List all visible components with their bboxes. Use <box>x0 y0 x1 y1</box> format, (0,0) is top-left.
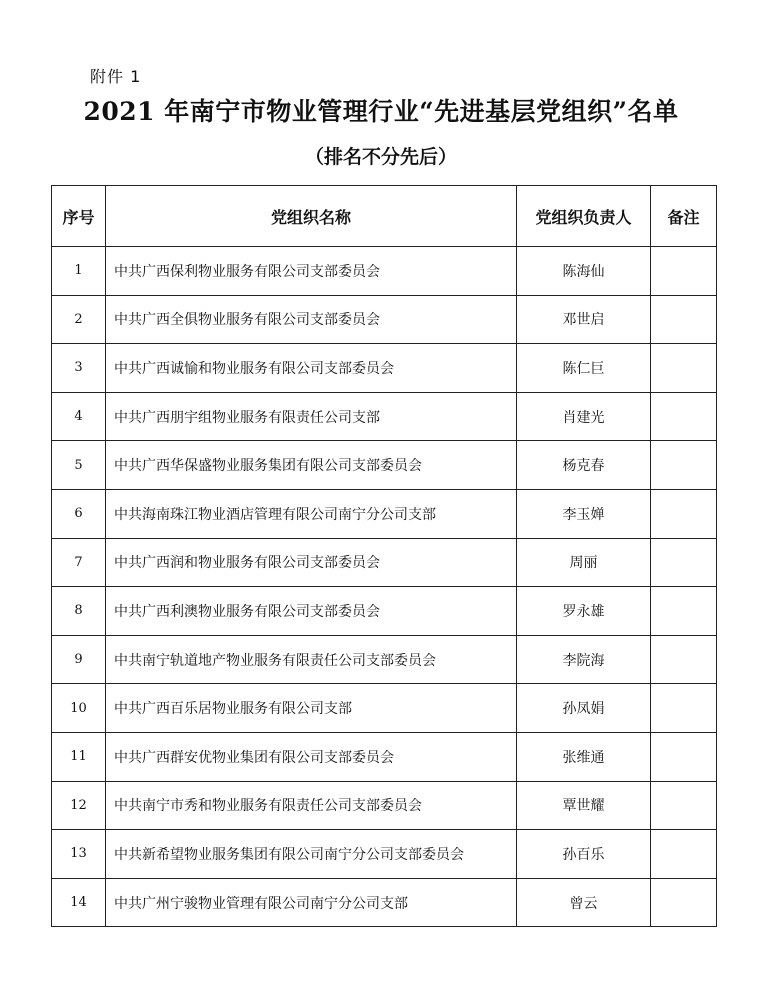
row-leader-cell: 邓世启 <box>517 295 651 344</box>
table-body <box>52 247 717 927</box>
row-seq-cell: 1 <box>52 247 106 296</box>
row-leader-cell: 张维通 <box>517 732 651 781</box>
row-note-cell <box>651 441 717 490</box>
table-row <box>52 392 717 441</box>
table-row <box>52 781 717 830</box>
table-row <box>52 635 717 684</box>
table-row <box>52 538 717 587</box>
header-note: 备注 <box>651 186 717 247</box>
row-note-cell <box>651 344 717 393</box>
row-leader-cell: 孙凤娟 <box>517 684 651 733</box>
page-subtitle: （排名不分先后） <box>304 146 457 168</box>
row-seq-cell: 5 <box>52 441 106 490</box>
row-seq-cell: 6 <box>52 489 106 538</box>
table-row <box>52 732 717 781</box>
table-row <box>52 684 717 733</box>
row-org-name-cell: 中共广西百乐居物业服务有限公司支部 <box>106 684 517 733</box>
table-row <box>52 587 717 636</box>
page-title: 2021 年南宁市物业管理行业“先进基层党组织”名单 <box>83 97 679 126</box>
row-leader-cell: 杨克春 <box>517 441 651 490</box>
row-seq-cell: 10 <box>52 684 106 733</box>
table-row <box>52 344 717 393</box>
table-row <box>52 878 717 927</box>
table-row <box>52 441 717 490</box>
table-row <box>52 247 717 296</box>
row-org-name-cell: 中共广西利澳物业服务有限公司支部委员会 <box>106 587 517 636</box>
row-org-name-cell: 中共广西润和物业服务有限公司支部委员会 <box>106 538 517 587</box>
row-org-name-cell: 中共广西华保盛物业服务集团有限公司支部委员会 <box>106 441 517 490</box>
table-row <box>52 489 717 538</box>
row-seq-cell: 7 <box>52 538 106 587</box>
table-row <box>52 830 717 879</box>
row-note-cell <box>651 732 717 781</box>
honor-roll-table <box>51 185 717 927</box>
row-leader-cell: 覃世耀 <box>517 781 651 830</box>
row-org-name-cell: 中共南宁轨道地产物业服务有限责任公司支部委员会 <box>106 635 517 684</box>
row-seq-cell: 4 <box>52 392 106 441</box>
row-seq-cell: 14 <box>52 878 106 927</box>
row-org-name-cell: 中共南宁市秀和物业服务有限责任公司支部委员会 <box>106 781 517 830</box>
row-seq-cell: 8 <box>52 587 106 636</box>
row-note-cell <box>651 878 717 927</box>
row-seq-cell: 11 <box>52 732 106 781</box>
header-org-name: 党组织名称 <box>106 186 517 247</box>
row-note-cell <box>651 247 717 296</box>
row-leader-cell: 孙百乐 <box>517 830 651 879</box>
row-org-name-cell: 中共新希望物业服务集团有限公司南宁分公司支部委员会 <box>106 830 517 879</box>
table-row <box>52 295 717 344</box>
row-note-cell <box>651 635 717 684</box>
row-seq-cell: 2 <box>52 295 106 344</box>
attachment-label: 附件 1 <box>90 67 142 86</box>
row-note-cell <box>651 830 717 879</box>
row-leader-cell: 罗永雄 <box>517 587 651 636</box>
row-note-cell <box>651 587 717 636</box>
row-org-name-cell: 中共广州宁骏物业管理有限公司南宁分公司支部 <box>106 878 517 927</box>
row-seq-cell: 12 <box>52 781 106 830</box>
row-seq-cell: 13 <box>52 830 106 879</box>
row-note-cell <box>651 684 717 733</box>
row-note-cell <box>651 489 717 538</box>
row-leader-cell: 曾云 <box>517 878 651 927</box>
row-leader-cell: 周丽 <box>517 538 651 587</box>
row-note-cell <box>651 538 717 587</box>
row-org-name-cell: 中共广西诚愉和物业服务有限公司支部委员会 <box>106 344 517 393</box>
row-seq-cell: 9 <box>52 635 106 684</box>
row-note-cell <box>651 295 717 344</box>
row-leader-cell: 陈仁巨 <box>517 344 651 393</box>
row-seq-cell: 3 <box>52 344 106 393</box>
row-leader-cell: 肖建光 <box>517 392 651 441</box>
row-org-name-cell: 中共广西群安优物业集团有限公司支部委员会 <box>106 732 517 781</box>
row-note-cell <box>651 781 717 830</box>
row-leader-cell: 陈海仙 <box>517 247 651 296</box>
row-org-name-cell: 中共广西全俱物业服务有限公司支部委员会 <box>106 295 517 344</box>
header-seq: 序号 <box>52 186 106 247</box>
row-org-name-cell: 中共广西保利物业服务有限公司支部委员会 <box>106 247 517 296</box>
table-header-row <box>52 186 717 247</box>
row-leader-cell: 李院海 <box>517 635 651 684</box>
row-org-name-cell: 中共广西朋宇组物业服务有限责任公司支部 <box>106 392 517 441</box>
header-leader: 党组织负责人 <box>517 186 651 247</box>
row-org-name-cell: 中共海南珠江物业酒店管理有限公司南宁分公司支部 <box>106 489 517 538</box>
row-note-cell <box>651 392 717 441</box>
row-leader-cell: 李玉婵 <box>517 489 651 538</box>
